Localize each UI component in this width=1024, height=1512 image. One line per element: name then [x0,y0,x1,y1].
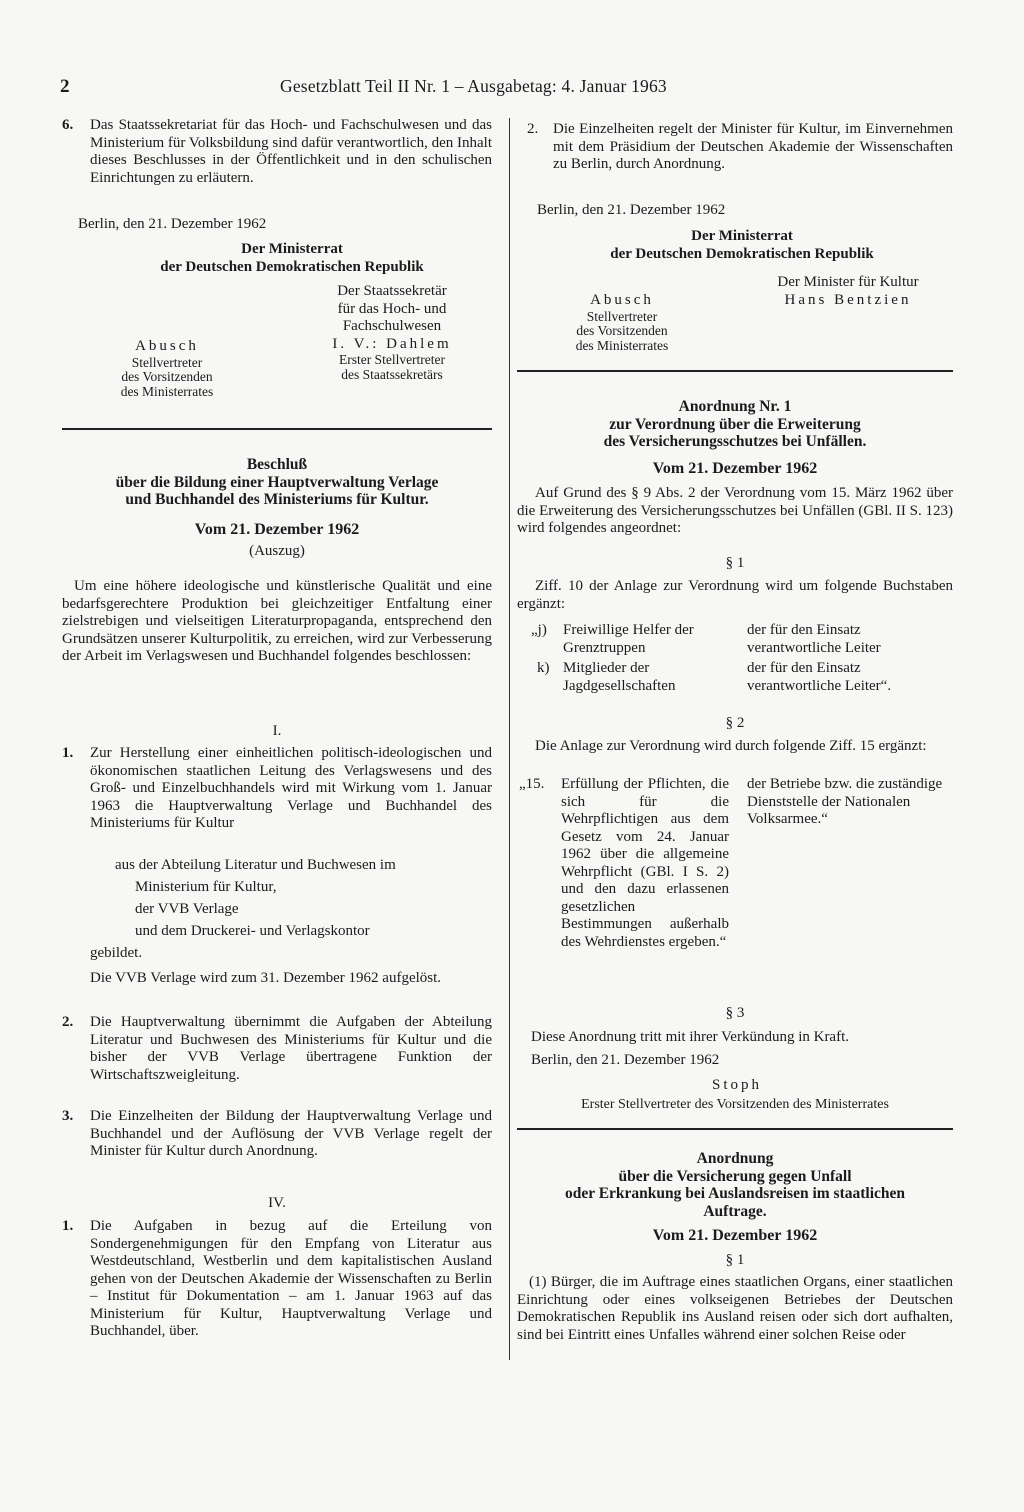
signature-name: Abusch [590,292,654,308]
signature-line: Der Minister für Kultur [777,274,919,290]
council-line: der Deutschen Demokratischen Republik [160,258,424,275]
paragraph-2-heading: § 2 [725,715,745,731]
title-line: Auftrage. [703,1202,767,1220]
signature-line: des Vorsitzenden [121,369,213,384]
item-i-1 [62,745,492,833]
section-divider [62,428,492,430]
ordinance-2-text: (1) Bürger, die im Auftrage eines staatlichen Organs, einer staatlichen Einrichtung oder eines volkseigenen Betriebes der Deutschen Demokratischen Republik ins Ausland reisen oder sich dort aufhalten, sind bei Eintritt eines Unfalles während einer solchen Reise oder [517,1274,953,1343]
item-text: Die Aufgaben in bezug auf die Erteilung von Sondergenehmigungen für den Empfang von Literatur aus Westdeutschland, Westberlin und dem kapitalistischen Ausland gehen von der Deutschen Akademie der Wissenschaften zu Berlin – Institut für Dokumentation – am 1. Januar 1963 auf das Ministerium für Kultur, Hauptverwaltung Verlage und Buchhandel, über. [90,1218,492,1339]
item-number: 2. [527,121,539,137]
item-number: 1. [62,745,74,761]
signature-line: Stellvertreter [131,354,203,370]
date-line: Berlin, den 21. Dezember 1962 [78,216,267,232]
decision-title [62,456,492,509]
item-i-2 [62,1014,492,1084]
item-text: Das Staatssekretariat für das Hoch- und Fachschulwesen und das Ministerium für Volksbildung sind dafür verantwortlich, den Inhalt dieses Beschlusses in der Öffentlichkeit und in den schulischen Einrichtungen zu erläutern. [90,117,492,186]
row-label: „15. [519,776,545,792]
item-end: gebildet. [90,945,143,961]
ordinance-2-title [517,1150,953,1220]
paragraph-3-text: Diese Anordnung tritt mit ihrer Verkündung in Kraft. [531,1029,850,1045]
section-divider [517,370,953,372]
signature-line: des Ministerrates [575,337,669,353]
item-i-3 [62,1108,492,1161]
item-subline: der VVB Verlage [135,901,239,917]
signature-abusch [92,338,242,399]
page-header-title: Gesetzblatt Teil II Nr. 1 – Ausgabetag: 4. Januar 1963 [280,76,667,96]
title-line: oder Erkrankung bei Auslandsreisen im staatlichen [564,1185,906,1202]
item-text: Die Einzelheiten regelt der Minister für Kultur, im Einvernehmen mit dem Präsidium der Deutschen Akademie der Wissenschaften zu Berlin, durch Anordnung. [553,121,953,172]
title-line: und Buchhandel des Ministeriums für Kultur. [125,491,429,508]
section-divider [517,1128,953,1130]
paragraph-2-text: Die Anlage zur Verordnung wird durch folgende Ziff. 15 ergänzt: [535,738,927,754]
signature-name: Hans Bentzien [784,291,912,308]
ordinance-2-paragraph-heading: § 1 [725,1252,745,1268]
item-iv-1 [62,1218,492,1341]
title-line: des Versicherungsschutzes bei Unfällen. [603,433,867,450]
date-line: Berlin, den 21. Dezember 1962 [531,1052,720,1068]
page-number: 2 [60,76,70,97]
signature-line: des Vorsitzenden [576,323,668,338]
date-line: Berlin, den 21. Dezember 1962 [537,202,726,218]
row-label: k) [537,660,550,676]
council-line: Der Ministerrat [691,228,793,244]
decision-subtitle: (Auszug) [249,543,305,559]
signature-line: für das Hoch- und [337,300,447,317]
signature-name: I. V.: Dahlem [332,335,452,352]
row-responsible: der für den Einsatz verantwortliche Leiter [747,622,881,656]
item-number: 3. [62,1108,74,1124]
row-text: Erfüllung der Pflichten, die sich für die Wehrpflichtigen aus dem Gesetz vom 24. Januar 1962 über die allgemeine Wehrpflicht (GBl. I S. 2) und den dazu erlassenen gesetzlichen Bestimmungen außerhalb des Wehrdienstes ergeben.“ [561,776,729,950]
paragraph-3-heading: § 3 [725,1005,745,1021]
item-text: Zur Herstellung einer einheitlichen politisch-ideologischen und ökonomischen staatlichen Leitung des Verlagswesens und des Groß- und Einzelbuchhandels wird mit Wirkung vom 1. Januar 1963 die Hauptverwaltung Verlage und Buchhandel des Ministeriums für Kultur [90,745,492,831]
item-subline: aus der Abteilung Literatur und Buchwesen im [115,857,396,873]
ordinance-2-date: Vom 21. Dezember 1962 [652,1227,818,1244]
row-responsible: der Betriebe bzw. die zuständige Dienststelle der Nationalen Volksarmee.“ [747,776,943,827]
section-heading-i: I. [272,723,282,739]
item-number: 2. [62,1014,74,1030]
item-extra: Die VVB Verlage wird zum 31. Dezember 1962 aufgelöst. [90,970,442,986]
paragraph-1-text: Ziff. 10 der Anlage zur Verordnung wird um folgende Buchstaben ergänzt: [517,578,953,612]
row-responsible: der für den Einsatz verantwortliche Leiter“. [747,660,892,694]
title-line: Anordnung [696,1150,774,1167]
signature-stoph: Stoph [711,1077,762,1093]
council-line: Der Ministerrat [241,241,343,257]
column-divider [509,118,510,1360]
signature-name: Abusch [135,338,199,354]
item-text: Die Hauptverwaltung übernimmt die Aufgaben der Abteilung Literatur und Buchwesen des Ministeriums für Kultur und die bisher der VVB Verlage übertragene Funktion der Wirtschaftszweigleitung. [90,1014,492,1083]
council-name [557,228,927,263]
decision-intro: Um eine höhere ideologische und künstlerische Qualität und eine bedarfsgerechtere Produktion bei gleichzeitiger Entfaltung einer zielstrebigen und vielseitigen Literaturpropaganda, entsprechend den Grundsätzen unserer Kulturpolitik, zu erreichen, wird zur Verbesserung der Arbeit im Verlagswesen und Buchhandel folgendes beschlossen: [62,578,492,664]
signature-line: Erster Stellvertreter [338,352,446,367]
row-text: Mitglieder der Jagdgesellschaften [563,660,676,694]
ordinance-1-intro: Auf Grund des § 9 Abs. 2 der Verordnung vom 15. März 1962 über die Erweiterung des Versicherungsschutzes bei Unfällen (GBl. II S. 123) wird folgendes angeordnet: [517,485,953,536]
paragraph-1-heading: § 1 [725,555,745,571]
title-line: zur Verordnung über die Erweiterung [609,415,861,433]
item-text: Die Einzelheiten der Bildung der Hauptverwaltung Verlage und Buchhandel und der Auflösung der VVB Verlage regelt der Minister für Kultur durch Anordnung. [90,1108,492,1159]
signature-minister [743,274,953,309]
title-line: Anordnung Nr. 1 [678,398,792,415]
council-line: der Deutschen Demokratischen Republik [610,245,874,262]
item-2 [527,121,953,174]
section-heading-iv: IV. [268,1195,286,1211]
row-text: Freiwillige Helfer der Grenztruppen [563,622,694,656]
title-line: Beschluß [246,456,308,473]
signature-line: des Ministerrates [120,383,214,399]
item-number: 6. [62,117,74,133]
title-line: über die Versicherung gegen Unfall [618,1167,852,1185]
council-name [102,241,482,276]
title-line: über die Bildung einer Hauptverwaltung Verlage [115,473,439,491]
signature-line: Stellvertreter [586,308,658,324]
signature-abusch [547,292,697,353]
row-label: „j) [531,622,547,638]
signature-line: Der Staatssekretär [337,283,447,299]
signature-line: des Staatssekretärs [341,366,443,382]
signature-line: Fachschulwesen [342,318,442,334]
ordinance-1-title [517,398,953,451]
ordinance-1-date: Vom 21. Dezember 1962 [652,460,818,477]
item-subline: Ministerium für Kultur, [135,879,277,895]
signature-stoph-title: Erster Stellvertreter des Vorsitzenden des Ministerrates [581,1097,889,1112]
signature-state-secretary [292,283,492,382]
decision-date: Vom 21. Dezember 1962 [194,521,360,538]
item-6 [62,117,492,187]
item-subline: und dem Druckerei- und Verlagskontor [135,923,370,939]
item-number: 1. [62,1218,74,1234]
